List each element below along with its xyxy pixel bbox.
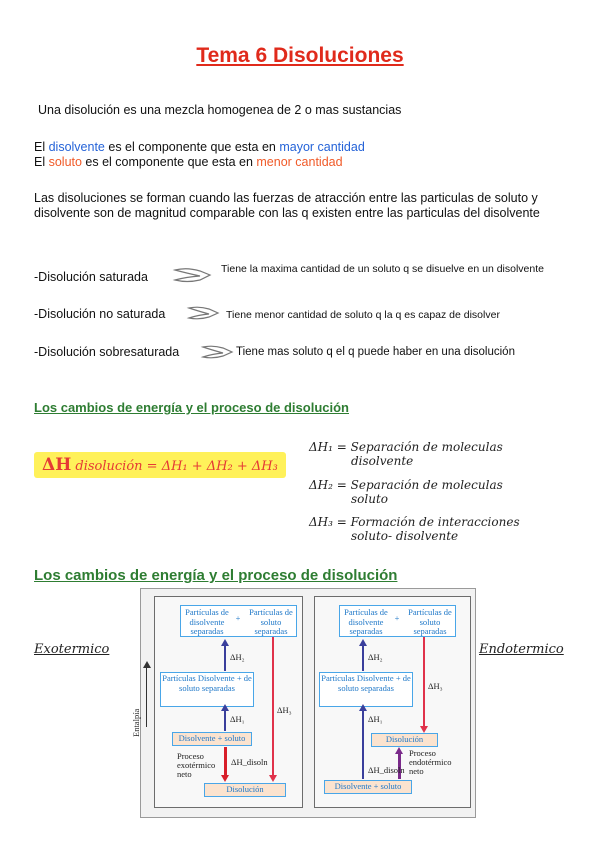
- definition-soluto: El soluto es el componente que esta en menor cantidad: [34, 155, 343, 169]
- endothermic-process-label: Proceso endotérmico neto: [409, 748, 452, 776]
- type-sobresaturada-desc: Tiene mas soluto q el q puede haber en una disolución: [236, 346, 515, 358]
- exotermico-label: Exotermico: [34, 642, 110, 657]
- formation-paragraph: Las disoluciones se forman cuando las fuerzas de atracción entre las particulas de soluto y disolvente son de magnitud comparable con las q existen entre las particulas del disolvente: [34, 191, 540, 220]
- enthalpy-diagram: [131, 588, 476, 818]
- dh2-arrow: [224, 645, 226, 671]
- arrow-icon: [172, 265, 216, 285]
- endotermico-label: Endotermico: [479, 642, 564, 657]
- dh2-arrowhead: [359, 639, 367, 646]
- dh-disoln-label: ΔH_disoln: [231, 757, 268, 767]
- dh2-label: ΔH₂: [230, 652, 245, 662]
- y-axis-label: Entalpía: [131, 708, 141, 737]
- y-axis-arrow: [143, 661, 151, 668]
- solvent-separated-box: Partículas Disolvente + de soluto separadas: [160, 672, 254, 707]
- type-saturada-desc: Tiene la maxima cantidad de un soluto q se disuelve en un disolvente: [221, 263, 544, 275]
- delta-h2-def: ΔH₂ = Separación de moleculas soluto: [309, 478, 503, 506]
- dh3-arrowhead: [420, 726, 428, 733]
- dh2-arrow: [362, 645, 364, 671]
- endothermic-panel: [314, 596, 471, 808]
- dh-disoln-arrowhead: [395, 747, 403, 754]
- solution-box: Disolución: [204, 783, 286, 797]
- dh3-arrow: [272, 637, 274, 775]
- page-title: Tema 6 Disoluciones: [196, 44, 404, 67]
- type-no-saturada-name: -Disolución no saturada: [34, 307, 166, 321]
- arrow-icon: [200, 343, 236, 361]
- solvent-separated-box: Partículas Disolvente + de soluto separadas: [319, 672, 413, 707]
- dh-disoln-arrowhead: [221, 775, 229, 782]
- dh1-arrowhead: [221, 704, 229, 711]
- definition-disolvente: El disolvente es el componente que esta en mayor cantidad: [34, 140, 365, 154]
- delta-h3-def: ΔH₃ = Formación de interacciones soluto- disolvente: [309, 515, 520, 543]
- solvent-solute-box: Disolvente + soluto: [172, 732, 252, 746]
- solvent-solute-box: Disolvente + soluto: [324, 780, 412, 794]
- dh2-label: ΔH₂: [368, 652, 383, 662]
- dh2-arrowhead: [221, 639, 229, 646]
- dh3-arrowhead: [269, 775, 277, 782]
- arrow-icon: [186, 304, 222, 322]
- delta-h1-def: ΔH₁ = Separación de moleculas disolvente: [309, 440, 503, 468]
- dh3-label: ΔH₃: [428, 681, 443, 691]
- dh-disoln-arrow: [224, 747, 227, 775]
- type-saturada-name: -Disolución saturada: [34, 270, 148, 284]
- dh1-label: ΔH₁: [230, 714, 245, 724]
- intro-text: Una disolución es una mezcla homogenea de 2 o mas sustancias: [38, 103, 402, 117]
- y-axis: [146, 667, 147, 727]
- exothermic-process-label: Proceso exotérmico neto: [177, 751, 216, 779]
- solution-box: Disolución: [371, 733, 438, 747]
- dh-disoln-label: ΔH_disoln: [368, 765, 405, 775]
- enthalpy-equation: ΔH disolución = ΔH₁ + ΔH₂ + ΔH₃: [34, 452, 286, 478]
- dh1-label: ΔH₁: [368, 714, 383, 724]
- separated-particles-box: Partículas de disolvente separadas + Partículas de soluto separadas: [180, 605, 297, 637]
- section-heading-energy: Los cambios de energía y el proceso de disolución: [34, 400, 349, 415]
- dh1-arrow: [224, 710, 226, 731]
- separated-particles-box: Partículas de disolvente separadas + Partículas de soluto separadas: [339, 605, 456, 637]
- dh3-label: ΔH₃: [277, 705, 292, 715]
- dh1-arrow: [362, 710, 364, 779]
- section-heading-energy-2: Los cambios de energía y el proceso de disolución: [34, 567, 398, 584]
- exothermic-panel: [154, 596, 303, 808]
- dh1-arrowhead: [359, 704, 367, 711]
- dh3-arrow: [423, 637, 425, 726]
- type-no-saturada-desc: Tiene menor cantidad de soluto q la q es capaz de disolver: [226, 309, 500, 321]
- type-sobresaturada-name: -Disolución sobresaturada: [34, 345, 180, 359]
